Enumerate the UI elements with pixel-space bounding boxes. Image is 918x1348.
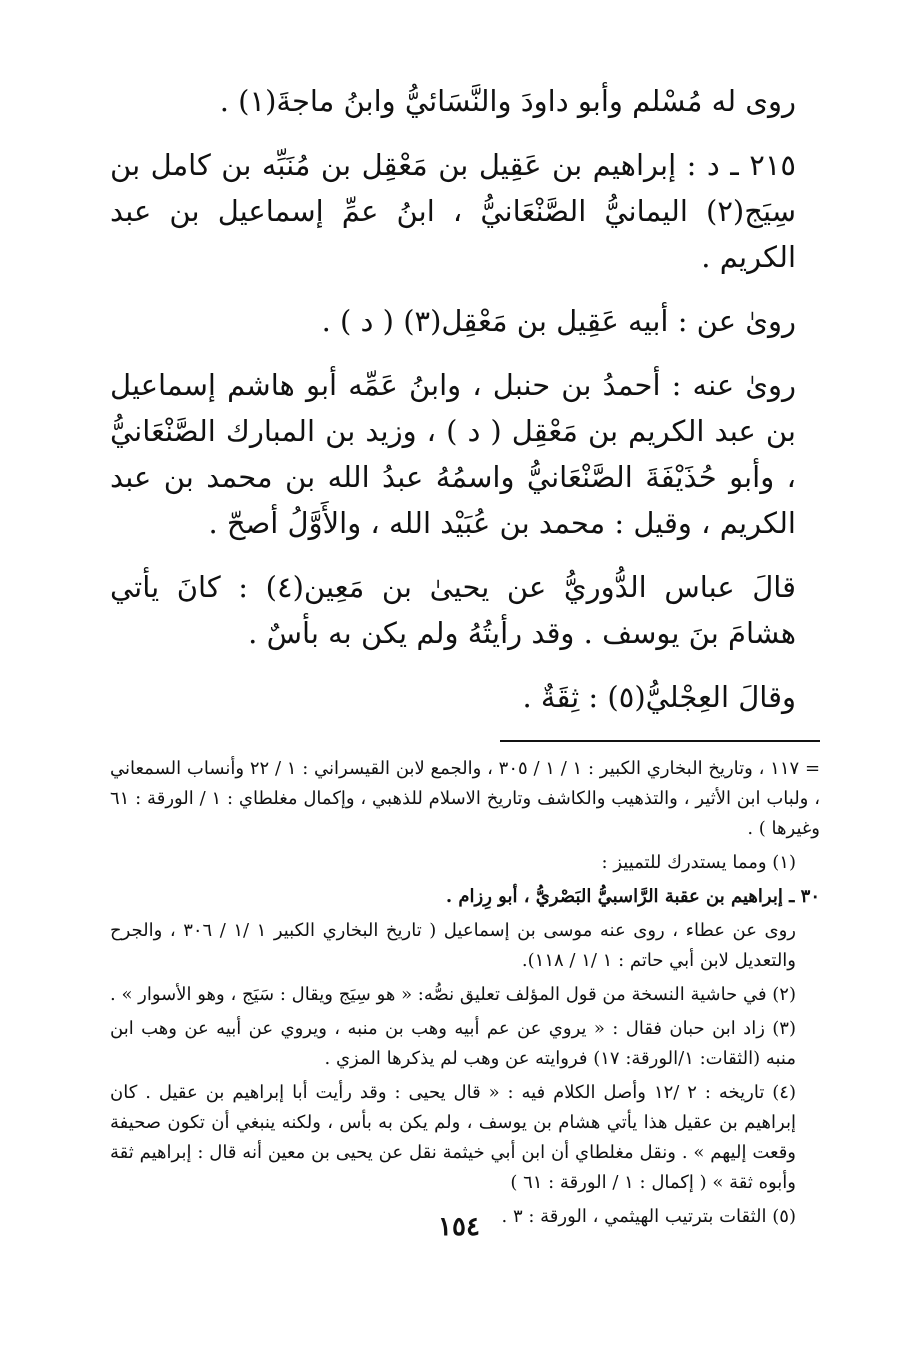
footnote-5: (٥) الثقات بترتيب الهيثمي ، الورقة : ٣ .: [501, 1206, 796, 1227]
footnote-1-entry-text: روى عن عطاء ، روى عنه موسى بن إسماعيل ( تاريخ البخاري الكبير ١ /١ / ٣٠٦ ، والجرح والتعديل لابن أبي حاتم : ١ /١ / ١١٨).: [110, 920, 796, 971]
footnote-4: (٤) تاريخه : ٢ /١٢ وأصل الكلام فيه : « قال يحيى : وقد رأيت أبا إبراهيم بن عقيل . كان إبراهيم بن عقيل هذا يأتي هشام بن يوسف ، ولم يكن به بأس ، ولكنه ينبغي أن تكون صحيفة وقعت إليهم » . ونقل مغلطاي أن ابن أبي خيثمة نقل عن يحيى بن معين أنه قال : إبراهيم ثقة وأبوه ثقة » ( إكمال : ١ / الورقة : ٦١ ): [110, 1082, 796, 1193]
paragraph-narrated-by: روىٰ عنه : أحمدُ بن حنبل ، وابنُ عَمِّه أبو هاشم إسماعيل بن عبد الكريم بن مَعْقِل ( د ) ، وزيد بن المبارك الصَّنْعَانيُّ ، وأبو حُذَيْفَةَ الصَّنْعَانيُّ واسمُهُ عبدُ الله بن محمد بن عبد الكريم ، وقيل : محمد بن عُبَيْد الله ، والأَوَّلُ أصحّ .: [110, 368, 796, 540]
main-text: [110, 78, 820, 720]
paragraph-narrators: روى له مُسْلم وأبو داودَ والنَّسَائيُّ وابنُ ماجةَ(١) .: [219, 84, 796, 118]
paragraph-abbas-duri: قالَ عباس الدُّوريُّ عن يحيىٰ بن مَعِين(٤) : كانَ يأتي هشامَ بنَ يوسف . وقد رأيتُهُ ولم يكن به بأسٌ .: [110, 570, 796, 650]
paragraph-ijli: وقالَ العِجْليُّ(٥) : ثِقَةٌ .: [522, 680, 796, 714]
footnote-3: (٣) زاد ابن حبان فقال : « يروي عن عم أبيه وهب بن منبه ، ويروي عن أبيه عن وهب ابن منبه (الثقات: ١/الورقة: ١٧) فروايته عن وهب لم يذكرها المزي .: [110, 1018, 796, 1069]
footnote-1-entry-heading: ٣٠ ـ إبراهيم بن عقبة الرَّاسبيُّ البَصْريُّ ، أبو رِزام .: [445, 886, 820, 907]
page-number: ١٥٤: [438, 1212, 480, 1242]
paragraph-narrated-from: روىٰ عن : أبيه عَقِيل بن مَعْقِل(٣) ( د ) .: [321, 304, 796, 338]
footnote-divider: [500, 740, 820, 742]
footnote-1: (١) ومما يستدرك للتمييز :: [601, 852, 796, 873]
footnotes: [110, 754, 820, 1232]
footnote-continued: = ١١٧ ، وتاريخ البخاري الكبير : ١ / ١ / ٣٠٥ ، والجمع لابن القيسراني : ١ / ٢٢ وأنساب السمعاني ، ولباب ابن الأثير ، والتذهيب والكاشف وتاريخ الاسلام للذهبي ، وإكمال مغلطاي : ١ / الورقة : ٦١ وغيرها ) .: [110, 758, 821, 839]
footnote-2: (٢) في حاشية النسخة من قول المؤلف تعليق نصُّه: « هو سِيَج ويقال : سَيَج ، وهو الأسوار » .: [110, 984, 796, 1005]
entry-heading-215: ٢١٥ ـ د : إبراهيم بن عَقِيل بن مَعْقِل بن مُنَبِّه بن كامل بن سِيَج(٢) اليمانيُّ الصَّنْعَانيُّ ، ابنُ عمِّ إسماعيل بن عبد الكريم .: [110, 148, 796, 274]
